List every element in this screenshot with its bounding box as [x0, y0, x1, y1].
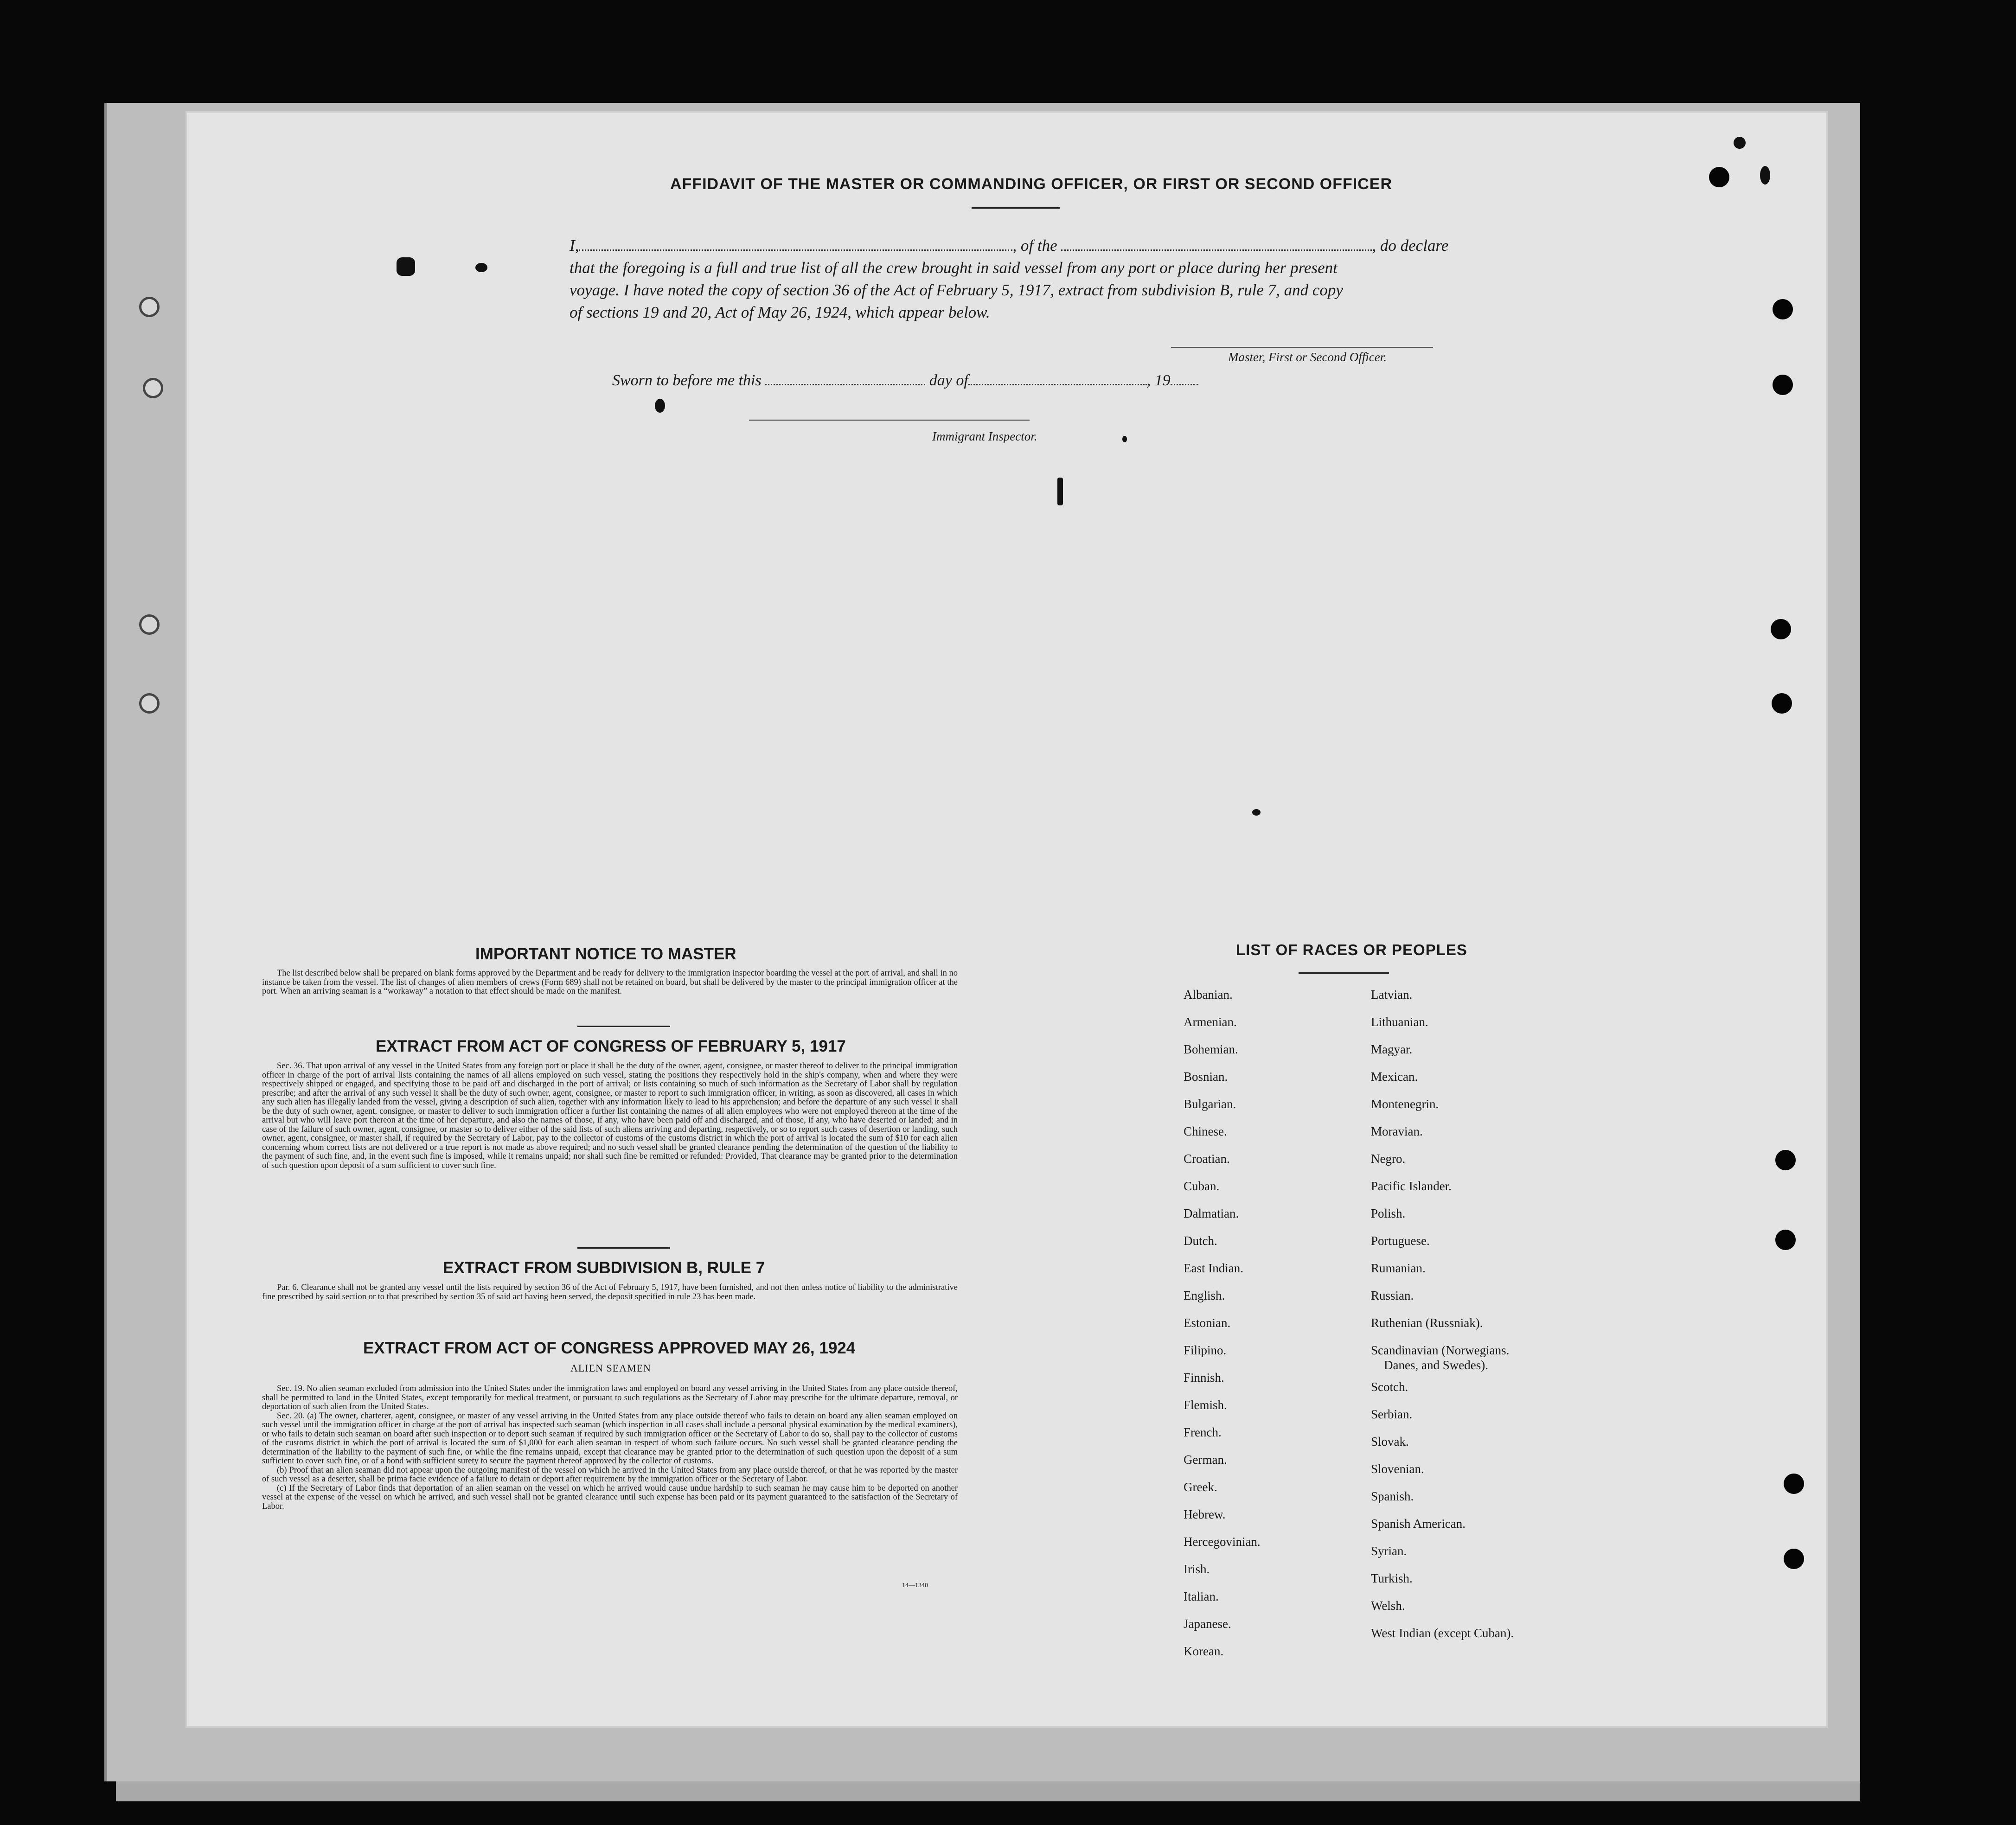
punch-hole-icon [1784, 1474, 1804, 1494]
affidavit-body-line-2: voyage. I have noted the copy of section 36 of the Act of February 5, 1917, extract from subdivision B, rule 7, and copy [570, 281, 1343, 299]
title-rule [1299, 972, 1389, 974]
affidavit-title: AFFIDAVIT OF THE MASTER OR COMMANDING OFFICER, OR FIRST OR SECOND OFFICER [670, 175, 1392, 193]
name-blank-field[interactable] [579, 236, 1012, 251]
race-item: Danes, and Swedes). [1384, 1358, 1488, 1372]
sworn-year-field[interactable] [1171, 371, 1198, 385]
extract-rule7-title: EXTRACT FROM SUBDIVISION B, RULE 7 [443, 1259, 765, 1277]
notice-title: IMPORTANT NOTICE TO MASTER [475, 945, 736, 963]
par-6-paragraph: Par. 6. Clearance shall not be granted any vessel until the lists required by section 36 of the Act of February 5, 1917, have been furnished, and not then unless notice of liability to the administrative fine prescribed by said section or to that prescribed by section 35 of said act having been served, the deposit specified in rule 23 has been made. [262, 1283, 958, 1302]
section-divider [577, 1247, 670, 1249]
ink-smudge [1122, 436, 1127, 442]
year-label: , 19 [1146, 372, 1171, 389]
race-item: Rumanian. [1371, 1261, 1426, 1275]
day-of-label: day of [929, 372, 968, 389]
race-item: Bohemian. [1184, 1042, 1238, 1056]
i-label: I, [570, 236, 579, 255]
race-item: Montenegrin. [1371, 1097, 1439, 1111]
race-item: Serbian. [1371, 1407, 1413, 1421]
race-item: Slovak. [1371, 1435, 1409, 1449]
of-the-label: , of the [1012, 236, 1057, 255]
race-item: Albanian. [1184, 988, 1233, 1002]
punch-hole-icon [1775, 1150, 1796, 1170]
affidavit-body-line-1: that the foregoing is a full and true list of all the crew brought in said vessel from any port or place during her present [570, 259, 1338, 277]
binding-hole-icon [139, 297, 160, 317]
binding-hole-icon [139, 614, 160, 635]
race-item: Bulgarian. [1184, 1097, 1236, 1111]
ink-smudge [1252, 809, 1261, 816]
race-item: Spanish. [1371, 1489, 1414, 1503]
race-item: Negro. [1371, 1152, 1406, 1166]
punch-hole-icon [1709, 167, 1729, 187]
ink-smudge [397, 257, 415, 276]
punch-hole-icon [1775, 1230, 1796, 1250]
race-item: Armenian. [1184, 1015, 1237, 1029]
vessel-blank-field[interactable] [1061, 236, 1372, 251]
extract-1924-body [262, 1385, 958, 1511]
race-item: Welsh. [1371, 1599, 1405, 1613]
race-item: Cuban. [1184, 1179, 1220, 1193]
inspector-label: Immigrant Inspector. [932, 429, 1037, 443]
race-item: Scotch. [1371, 1380, 1408, 1394]
notice-paragraph: The list described below shall be prepared on blank forms approved by the Department and be ready for delivery to the immigration inspector boarding the vessel at the port of arrival, and shall in no instance be taken from the vessel. The list of changes of alien members of crews (Form 689) shall not be retained on board, but shall be delivered by the master to the principal immigration officer at the port. When an arriving seaman is a “workaway” a notation to that effect should be made on the manifest. [262, 969, 958, 996]
race-item: Scandinavian (Norwegians. [1371, 1343, 1510, 1357]
punch-hole-icon [1784, 1549, 1804, 1569]
do-declare-label: , do declare [1372, 236, 1449, 255]
race-item: Moravian. [1371, 1124, 1423, 1138]
extract-1924-title: EXTRACT FROM ACT OF CONGRESS APPROVED MAY 26, 1924 [363, 1339, 856, 1357]
race-item: Mexican. [1371, 1070, 1418, 1084]
race-item: Korean. [1184, 1644, 1224, 1658]
punch-hole-icon [1771, 619, 1791, 639]
ink-spot [1760, 166, 1770, 185]
race-item: East Indian. [1184, 1261, 1243, 1275]
extract-rule7-body [262, 1283, 958, 1302]
race-item: Irish. [1184, 1562, 1210, 1576]
section-20a-paragraph: Sec. 20. (a) The owner, charterer, agent, consignee, or master of any vessel arriving in the United States from any place outside thereof who fails to detain on board any alien seaman employed on such vessel until the immigration officer in charge at the port of arrival has inspected such seaman (which inspection in all cases shall include a personal physical examination by the medical examiners), or who fails to detain such seaman on board after such inspection or to deport such seaman if required by such immigration officer or the Secretary of Labor to do so, shall pay to the collector of customs of the customs district in which the port of arrival is located the sum of $1,000 for each alien seaman in respect of whom such failure occurs. No such vessel shall be granted clearance pending the determination of the liability to the payment of such fine, or while the fine remains unpaid, except that clearance may be granted prior to the determination of such question upon the deposit of a sum sufficient to cover such fine, or of a bond with sufficient surety to secure the payment thereof approved by the collector of customs. [262, 1411, 958, 1466]
race-item: Bosnian. [1184, 1070, 1228, 1084]
section-20b-paragraph: (b) Proof that an alien seaman did not appear upon the outgoing manifest of the vessel on which he arrived in the United States from any place outside thereof, or that he was reported by the master of such vessel as a deserter, shall be prima facie evidence of a failure to detain or deport after requirement by the immigration officer or the Secretary of Labor. [262, 1465, 958, 1484]
sworn-day-field[interactable] [765, 371, 925, 385]
extract-1917-body [262, 1062, 958, 1170]
races-list-title: LIST OF RACES OR PEOPLES [1236, 941, 1467, 958]
race-item: Japanese. [1184, 1617, 1231, 1631]
sworn-line [612, 371, 1198, 389]
binding-hole-icon [139, 693, 160, 714]
race-item: Turkish. [1371, 1571, 1413, 1585]
ink-smudge [655, 399, 665, 413]
race-item: Lithuanian. [1371, 1015, 1428, 1029]
title-rule [972, 207, 1060, 209]
race-item: French. [1184, 1425, 1222, 1439]
race-item: Syrian. [1371, 1544, 1407, 1558]
alien-seamen-subtitle: ALIEN SEAMEN [570, 1362, 651, 1374]
race-item: West Indian (except Cuban). [1371, 1626, 1514, 1640]
section-divider [577, 1026, 670, 1027]
race-item: Russian. [1371, 1289, 1414, 1302]
race-item: English. [1184, 1289, 1225, 1302]
inspector-signature-line[interactable] [749, 420, 1030, 421]
sworn-month-field[interactable] [968, 371, 1147, 385]
extract-1917-title: EXTRACT FROM ACT OF CONGRESS OF FEBRUARY 5, 1917 [376, 1037, 846, 1055]
race-item: Filipino. [1184, 1343, 1227, 1357]
ink-spot [1734, 137, 1746, 149]
affidavit-body-line-3: of sections 19 and 20, Act of May 26, 1924, which appear below. [570, 303, 990, 321]
sworn-label: Sworn to before me this [612, 372, 762, 389]
form-number: 14—1340 [902, 1582, 928, 1589]
section-36-paragraph: Sec. 36. That upon arrival of any vessel in the United States from any foreign port or place it shall be the duty of the owner, agent, consignee, or master thereof to deliver to the principal immigration officer in charge of the port of arrival lists containing the names of all aliens employed on such vessel, stating the positions they respectively hold in the ship's company, when and where they were respectively shipped or engaged, and specifying those to be paid off and discharged in the port of arrival; or lists containing so much of such information as the Secretary of Labor shall by regulation prescribe; and after the arrival of any such vessel it shall be the duty of such owner, agent, consignee, or master to report to such immigration officer, in writing, as soon as discovered, all cases in which any such alien has illegally landed from the vessel, giving a description of such alien, together with any information likely to lead to his apprehension; and before the departure of any such vessel it shall be the duty of such owner, agent, consignee, or master to deliver to such immigration officer a further list containing the names of all alien employees who were not employed thereon at the time of the arrival but who will leave port thereon at the time of her departure, and also the names of those, if any, who have been paid off and discharged, and of those, if any, who have deserted or landed; and in case of the failure of such owner, agent, consignee, or master so to deliver either of the said lists of such aliens arriving and departing, respectively, or so to report such cases of desertion or landing, such owner, agent, consignee, or master shall, if required by the Secretary of Labor, pay to the collector of customs of the customs district in which the port of arrival is located the sum of $10 for each alien concerning whom correct lists are not delivered or a true report is not made as above required; and no such vessel shall be granted clearance pending the determination of the question of the liability to the payment of such fine, and, in the event such fine is imposed, while it remains unpaid; nor shall such fine be remitted or refunded: Provided, That clearance may be granted prior to the determination of such question upon deposit of a sum sufficient to cover such fine. [262, 1061, 958, 1170]
race-item: Croatian. [1184, 1152, 1230, 1166]
section-19-paragraph: Sec. 19. No alien seaman excluded from admission into the United States under the immigration laws and employed on board any vessel arriving in the United States from any place outside thereof, shall be permitted to land in the United States, except temporarily for medical treatment, or pursuant to such regulations as the Secretary of Labor may prescribe for the ultimate departure, removal, or deportation of such alien from the United States. [262, 1384, 958, 1411]
race-item: Italian. [1184, 1589, 1219, 1603]
race-item: German. [1184, 1453, 1227, 1467]
section-20c-paragraph: (c) If the Secretary of Labor finds that deportation of an alien seaman on the vessel on which he arrived would cause undue hardship to such seaman he may cause him to be deported on another vessel at the expense of the vessel on which he arrived, and such vessel shall not be granted clearance until such expense has been paid or its payment guaranteed to the satisfaction of the Secretary of Labor. [262, 1483, 958, 1511]
race-item: Greek. [1184, 1480, 1217, 1494]
race-item: Dutch. [1184, 1234, 1217, 1248]
race-item: Latvian. [1371, 988, 1413, 1002]
race-item: Hebrew. [1184, 1507, 1226, 1521]
punch-hole-icon [1772, 693, 1792, 714]
race-item: Magyar. [1371, 1042, 1413, 1056]
affidavit-declaration-line [570, 236, 1448, 255]
race-item: Pacific Islander. [1371, 1179, 1452, 1193]
race-item: Finnish. [1184, 1371, 1224, 1385]
ink-smudge [1057, 478, 1063, 505]
race-item: Slovenian. [1371, 1462, 1424, 1476]
race-item: Portuguese. [1371, 1234, 1430, 1248]
race-item: Flemish. [1184, 1398, 1227, 1412]
master-signature-label: Master, First or Second Officer. [1228, 350, 1387, 364]
binding-hole-icon [143, 378, 163, 398]
race-item: Ruthenian (Russniak). [1371, 1316, 1483, 1330]
master-signature-line[interactable] [1171, 347, 1433, 348]
notice-body [262, 969, 958, 996]
punch-hole-icon [1773, 375, 1793, 395]
race-item: Polish. [1371, 1206, 1406, 1220]
race-item: Spanish American. [1371, 1517, 1466, 1531]
race-item: Chinese. [1184, 1124, 1227, 1138]
race-item: Dalmatian. [1184, 1206, 1239, 1220]
race-item: Estonian. [1184, 1316, 1231, 1330]
race-item: Hercegovinian. [1184, 1535, 1261, 1549]
ink-smudge [475, 263, 487, 272]
punch-hole-icon [1773, 299, 1793, 319]
